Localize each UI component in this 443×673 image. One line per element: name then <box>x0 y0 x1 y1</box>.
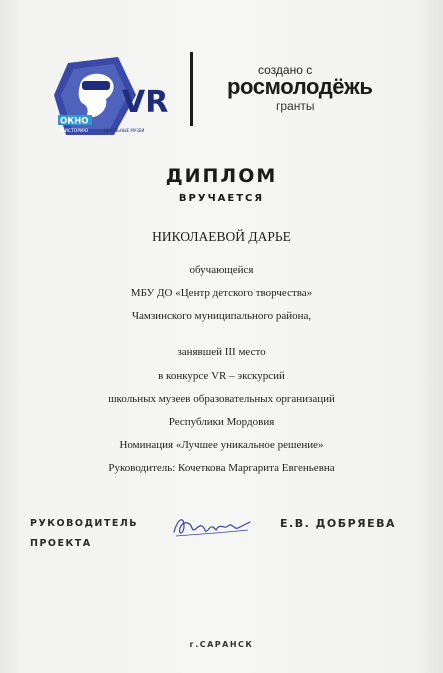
diploma-title: ДИПЛОМ <box>165 165 278 187</box>
svg-text:ШКОЛЬНЫЕ МУЗЕИ: ШКОЛЬНЫЕ МУЗЕИ <box>104 128 145 133</box>
body-line: МБУ ДО «Центр детского творчества» <box>130 287 313 299</box>
handwritten-signature <box>170 512 255 542</box>
svg-text:В ИСТОРИЮ: В ИСТОРИЮ <box>60 129 89 134</box>
body-line: школьных музеев образовательных организаций <box>108 393 335 405</box>
recipient-name: НИКОЛАЕВОЙ ДАРЬЕ <box>152 229 291 244</box>
city-label: г.САРАНСК <box>189 640 254 649</box>
body-line: Республики Мордовия <box>168 416 275 428</box>
signatory-role-line2: ПРОЕКТА <box>30 538 92 549</box>
body-line: в конкурсе VR – экскурсий <box>158 370 285 382</box>
okno-vr-logo <box>52 55 170 140</box>
svg-text:VR: VR <box>122 85 169 120</box>
diploma-subtitle: ВРУЧАЕТСЯ <box>178 193 265 204</box>
grants-label: гранты <box>276 99 315 113</box>
body-line: Номинация «Лучшее уникальное решение» <box>119 439 324 451</box>
signatory-name: Е.В. ДОБРЯЕВА <box>280 517 397 530</box>
header-divider <box>190 52 193 126</box>
body-line: занявшей III место <box>177 346 266 358</box>
rosmolodezh-logo-text: росмолодёжь <box>227 74 373 99</box>
created-with-label: создано с <box>258 63 313 77</box>
body-line: обучающейся <box>189 264 254 276</box>
body-line: Руководитель: Кочеткова Маргарита Евгеньевна <box>108 462 335 474</box>
body-line: Чамзинского муниципального района, <box>131 310 312 322</box>
svg-text:ОКНО: ОКНО <box>60 116 89 127</box>
signatory-role-line1: РУКОВОДИТЕЛЬ <box>30 518 138 529</box>
